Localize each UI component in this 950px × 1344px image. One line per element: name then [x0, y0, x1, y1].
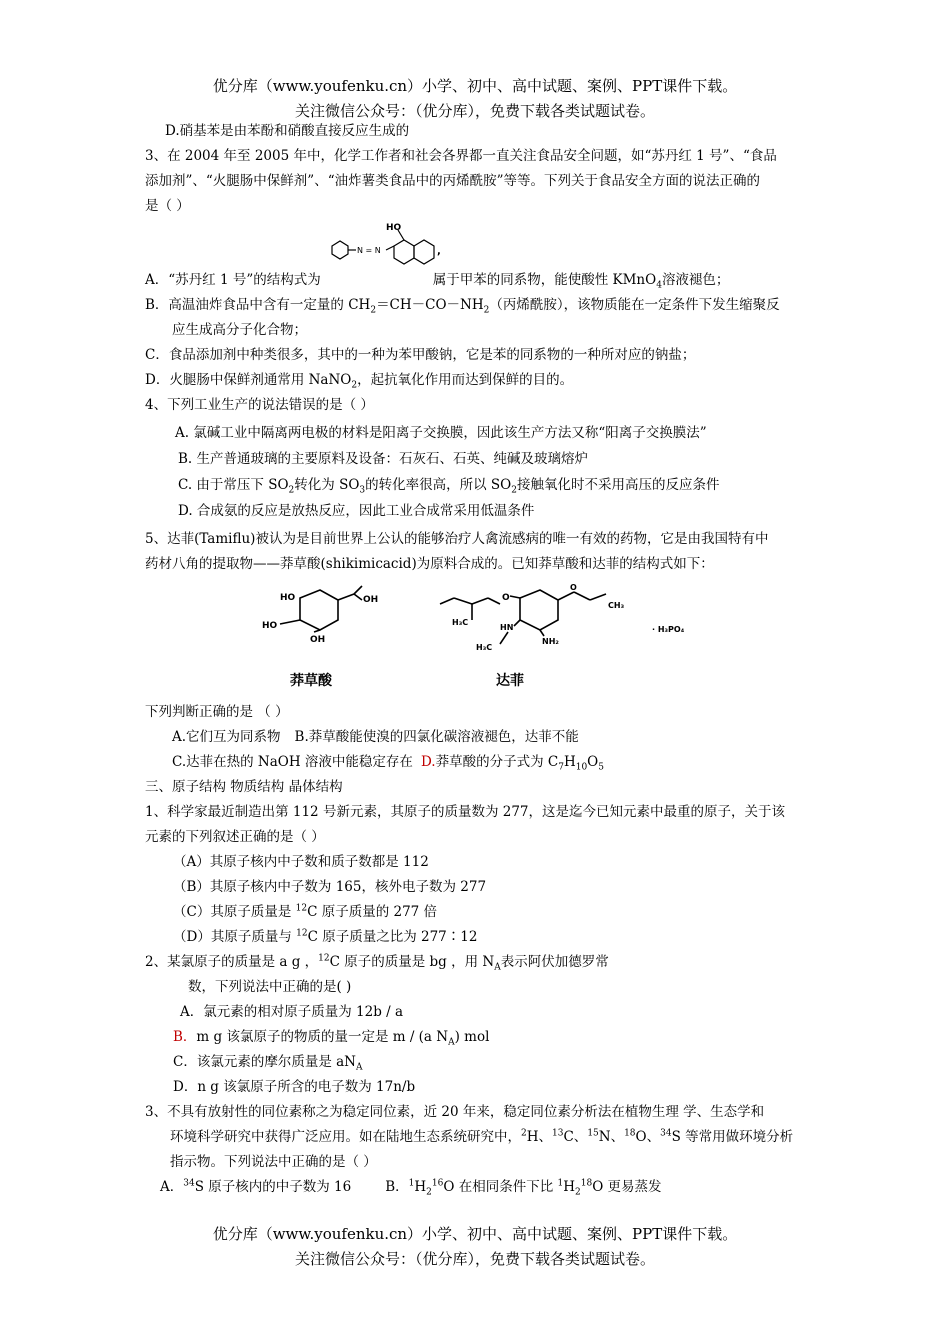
q3-option-d: D．火腿肠中保鲜剂通常用 NaNO$_2$，起抗氧化作用而达到保鲜的目的。	[145, 372, 574, 391]
s3q2-option-c: C．该氯元素的摩尔质量是 $aN_A$	[173, 1054, 363, 1073]
q3-option-b-line-2: 应生成高分子化合物；	[172, 322, 307, 338]
oh-label: OH	[363, 595, 379, 605]
svg-text:OH: OH	[310, 635, 326, 645]
s3q1-option-c: （C）其原子质量是 $^{12}$C 原子质量的 277 倍	[173, 903, 438, 920]
s3q3-stem-line-1: 3、不具有放射性的同位素称之为稳定同位素，近 20 年来，稳定同位素分析法在植物生理 学、生态学和	[145, 1104, 765, 1120]
q4-option-d: D. 合成氨的反应是放热反应，因此工业合成常采用低温条件	[178, 503, 535, 519]
q3-option-b: B．高温油炸食品中含有一定量的 $CH_2=CH-CO-NH_2$（丙烯酰胺），该物质能在一定条件下发生缩聚反	[145, 297, 780, 316]
hn-label: HN	[500, 623, 514, 632]
sudan-red-structure	[320, 220, 440, 276]
q3-option-c: C．食品添加剂中种类很多，其中的一种为苯甲酸钠，它是苯的同系物的一种所对应的钠盐；	[145, 347, 696, 363]
tamiflu-structure	[430, 580, 730, 690]
s3q1-option-b: （B）其原子核内中子数为 165，核外电子数为 277	[173, 879, 487, 895]
q2-option-d: D.硝基苯是由苯酚和硝酸直接反应生成的	[165, 123, 410, 139]
s3q2-option-a: A．氯元素的相对原子质量为 12b / a	[180, 1004, 404, 1020]
s3q1-stem-line-1: 1、科学家最近制造出第 112 号新元素，其原子的质量数为 277，这是迄今已知元素中最重的原子，关于该	[145, 804, 785, 820]
h3po4-label: · H₃PO₄	[652, 625, 685, 634]
q5-options-ab: A.它们互为同系物 B.莽草酸能使溴的四氯化碳溶液褪色，达菲不能	[172, 729, 579, 745]
q3-stem-line-2: 添加剂”、“火腿肠中保鲜剂”、“油炸薯类食品中的丙烯酰胺”等等。下列关于食品安全方面的说法正确的	[145, 173, 761, 189]
s3q1-option-a: （A）其原子核内中子数和质子数都是 112	[173, 854, 429, 870]
shikimic-acid-structure	[250, 580, 380, 690]
q5-judge: 下列判断正确的是 （ ）	[145, 704, 289, 720]
q5-stem-line-2: 药材八角的提取物——莽草酸(shikimicacid)为原料合成的。已知莽草酸和达菲的结构式如下：	[145, 556, 714, 572]
tamiflu-label: 达菲	[496, 673, 524, 689]
s3q3-stem-line-2: 环境科学研究中获得广泛应用。如在陆地生态系统研究中，$^2$H、$^{13}$C、$^{15}$N、$^{18}$O、$^{34}$S 等常用做环境分析	[170, 1128, 794, 1145]
svg-text:,: ,	[437, 246, 441, 257]
svg-text:O: O	[502, 593, 510, 603]
azo-label: N = N	[357, 246, 381, 255]
q3-stem-line-3: 是（ ）	[145, 198, 190, 214]
s3q2-option-d: D．n g 该氯原子所含的电子数为 17n/b	[173, 1079, 416, 1095]
q3-option-a: A．“苏丹红 1 号”的结构式为 属于甲苯的同系物，能使酸性 KMnO$_4$溶液褪色；	[145, 272, 730, 291]
svg-text:HO: HO	[280, 593, 296, 603]
nh2-label: NH₂	[542, 637, 559, 646]
svg-text:CH₃: CH₃	[608, 601, 625, 610]
svg-text:O: O	[570, 583, 577, 592]
footer-line-2: 关注微信公众号：（优分库），免费下载各类试题试卷。	[294, 1250, 655, 1268]
q3-stem-line-1: 3、在 2004 年至 2005 年中，化学工作者和社会各界都一直关注食品安全问题，如“苏丹红 1 号”、“食品	[145, 148, 777, 164]
s3q1-stem-line-2: 元素的下列叙述正确的是（ ）	[145, 829, 325, 845]
ho-label: HO	[386, 223, 402, 233]
shikimic-acid-label: 莽草酸	[290, 673, 332, 689]
q4-option-c: C. 由于常压下 $SO_2$转化为 $SO_3$的转化率很高，所以 $SO_2$接触氧化时不采用高压的反应条件	[178, 477, 720, 496]
svg-text:H₃C: H₃C	[476, 643, 493, 652]
header-line-1: 优分库（www.youfenku.cn）小学、初中、高中试题、案例、PPT课件下载。	[212, 77, 738, 95]
s3q1-option-d: （D）其原子质量与 $^{12}$C 原子质量之比为 277∶12	[173, 928, 478, 945]
section-3-title: 三、原子结构 物质结构 晶体结构	[145, 779, 343, 795]
s3q2-stem-line-1: 2、某氯原子的质量是 a g ，$^{12}$C 原子的质量是 bg ，用 $N_A$表示阿伏加德罗常	[145, 953, 609, 973]
q5-stem-line-1: 5、达菲(Tamiflu)被认为是目前世界上公认的能够治疗人禽流感病的唯一有效的药物，它是由我国特有中	[145, 531, 769, 547]
svg-text:H₃C: H₃C	[452, 618, 469, 627]
header-line-2: 关注微信公众号：（优分库），免费下载各类试题试卷。	[294, 102, 655, 120]
s3q2-stem-line-2: 数，下列说法中正确的是( )	[188, 979, 352, 995]
s3q2-option-b: B．m g 该氯原子的物质的量一定是 m / (a $N_A$) mol	[173, 1029, 490, 1048]
s3q3-options-ab: A．$^{34}$S 原子核内的中子数为 16 B．$^1H_2^{16}O$ 在相同条件下比 $^1H_2^{18}O$ 更易蒸发	[160, 1178, 662, 1198]
q4-stem: 4、下列工业生产的说法错误的是（ ）	[145, 397, 374, 413]
footer-line-1: 优分库（www.youfenku.cn）小学、初中、高中试题、案例、PPT课件下载。	[212, 1225, 738, 1243]
svg-text:HO: HO	[262, 621, 278, 631]
s3q3-stem-line-3: 指示物。下列说法中正确的是（ ）	[170, 1154, 377, 1170]
q4-option-b: B. 生产普通玻璃的主要原料及设备：石灰石、石英、纯碱及玻璃熔炉	[178, 451, 589, 467]
q5-options-cd: C.达菲在热的 NaOH 溶液中能稳定存在 D.莽草酸的分子式为 $C_7H_{10}O_5$	[172, 754, 604, 773]
q4-option-a: A. 氯碱工业中隔离两电极的材料是阳离子交换膜，因此该生产方法又称“阳离子交换膜法”	[175, 425, 707, 441]
